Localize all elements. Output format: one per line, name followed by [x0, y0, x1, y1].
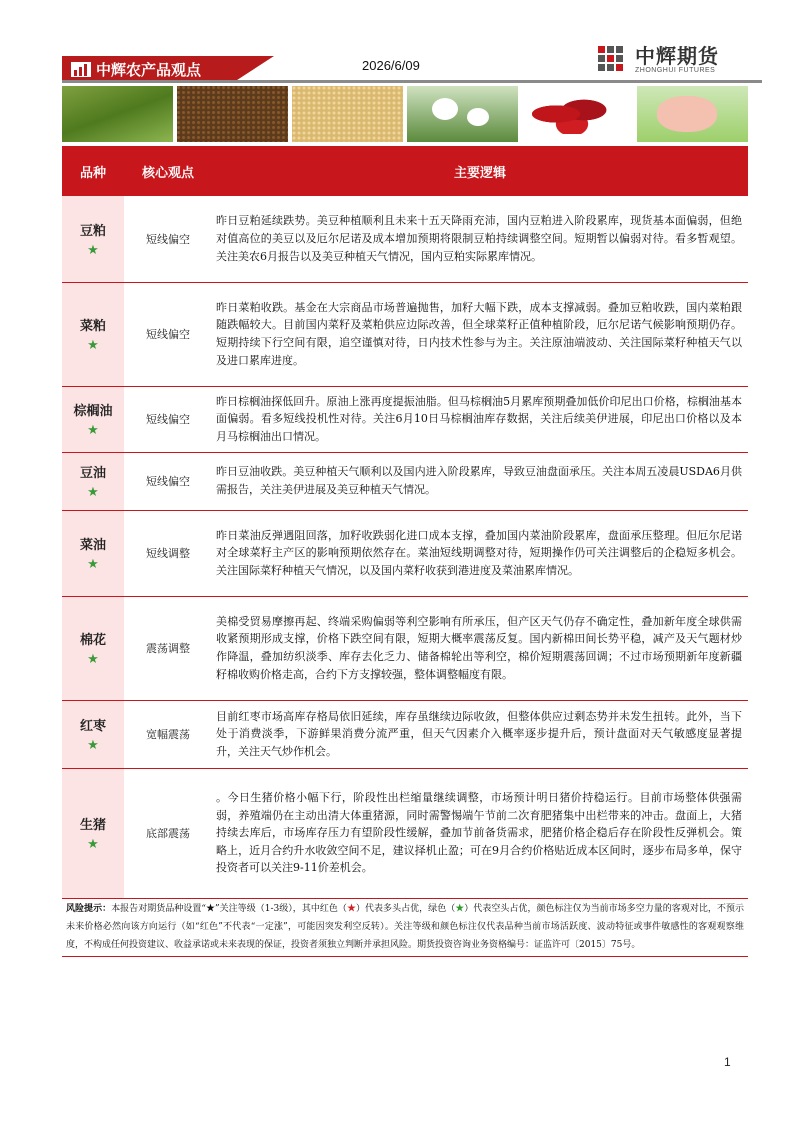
brand-tab-tail: [234, 56, 274, 82]
table-row: [62, 596, 748, 700]
company-logo-icon: [597, 44, 631, 74]
logo-chinese-name: 中辉期货: [635, 43, 719, 68]
risk-notice: [62, 898, 748, 957]
table-row: [62, 510, 748, 596]
rapeseed-image: [177, 86, 288, 142]
red-star-icon: ★: [346, 904, 356, 914]
core-view: 短线偏空: [124, 282, 212, 386]
core-view: 短线偏空: [124, 452, 212, 510]
logo-english-name: ZHONGHUI FUTURES: [635, 66, 716, 74]
risk-text-3: ）代表空头占优，颜色标注仅为当前市场多空力量的客观对比，不预示未来价格必然向该方向运行（如“红色”不代表“一定涨”，可能因突发利空反转）。关注等级和颜色标注仅代表品种当前市场活跃度、波动特征或事件敏感性的客观观察维度，不构成任何投资建议、收益承诺或未来表现的保证，投资者须独立判断并承担风险。期货投资咨询业务资格编号：证监许可〔2015〕75号。: [66, 904, 744, 950]
main-logic: 目前红枣市场高库存格局依旧延续，库存虽继续边际收敛，但整体供应过剩态势并未发生扭转。此外，当下处于消费淡季，下游鲜果消费分流严重，但天气因素介入概率逐步提升后，预计盘面对天气敏感度显著提升，关注天气炒作机会。: [212, 700, 748, 768]
red-dates-image: [522, 86, 633, 142]
main-logic: 昨日豆油收跌。美豆种植天气顺利以及国内进入阶段累库，导致豆油盘面承压。关注本周五凌晨USDA6月供需报告，关注美伊进展及美豆种植天气情况。: [212, 452, 748, 510]
header-main-logic: 主要逻辑: [212, 146, 748, 196]
table-row: [62, 700, 748, 768]
core-view: 短线偏空: [124, 196, 212, 282]
commodity-photo-banner: [62, 86, 748, 142]
green-star-icon: ★: [455, 904, 465, 914]
risk-label: 风险提示：: [66, 904, 112, 914]
green-star-icon: ★: [87, 485, 99, 500]
report-date: 2026/6/09: [362, 58, 420, 73]
variety-name: 豆粕: [79, 223, 106, 239]
green-star-icon: ★: [87, 423, 99, 438]
company-logo: [597, 44, 719, 74]
header-core-view: 核心观点: [124, 146, 212, 196]
core-view: 宽幅震荡: [124, 700, 212, 768]
main-logic: 昨日棕榈油探低回升。原油上涨再度提振油脂。但马棕榈油5月累库预期叠加低价印尼出口价格，棕榈油基本面偏弱。看多短线投机性对待。关注6月10日马棕榈油库存数据，关注后续美伊进展，印尼出口价格以及本月马棕榈油出口情况。: [212, 386, 748, 452]
variety-name: 棉花: [79, 633, 106, 648]
main-logic: 昨日菜油反弹遇阻回落，加籽收跌弱化进口成本支撑，叠加国内菜油阶段累库，盘面承压整理。但厄尔尼诺对全球菜籽主产区的影响预期依然存在。菜油短线期调整对待，短期操作仍可关注调整后的企稳短多机会。关注国际菜籽种植天气情况，以及国内菜籽收获到港进度及菜油累库情况。: [212, 510, 748, 596]
table-row: [62, 196, 748, 282]
table-row: [62, 282, 748, 386]
core-view: 短线偏空: [124, 386, 212, 452]
core-view: 底部震荡: [124, 768, 212, 898]
core-view: 短线调整: [124, 510, 212, 596]
main-logic: 昨日豆粕延续跌势。美豆种植顺利且未来十五天降雨充沛，国内豆粕进入阶段累库，现货基本面偏弱，但绝对值高位的美豆以及厄尔尼诺及成本增加预期将限制豆粕持续调整空间。短期暂以偏弱对待。看多暂观望。关注美农6月报告以及美豆种植天气情况，国内豆粕实际累库情况。: [212, 196, 748, 282]
table-row: [62, 386, 748, 452]
table-row: [62, 452, 748, 510]
brand-tab: [62, 56, 234, 82]
grain-image: [292, 86, 403, 142]
variety-name: 菜油: [79, 538, 106, 553]
variety-name: 豆油: [79, 466, 106, 481]
bar-chart-icon: [70, 60, 92, 78]
green-star-icon: ★: [87, 242, 99, 258]
variety-name: 菜粕: [79, 319, 106, 334]
variety-name: 生猪: [79, 818, 106, 833]
soybean-plant-image: [62, 86, 173, 142]
cotton-image: [407, 86, 518, 142]
table-row: [62, 768, 748, 898]
brand-title: 中辉农产品观点: [96, 60, 202, 79]
risk-text-1: 本报告对期货品种设置“★”关注等级（1-3级），其中红色（: [111, 904, 347, 914]
page-number: 1: [724, 1055, 731, 1069]
green-star-icon: ★: [87, 738, 99, 753]
variety-name: 棕榈油: [73, 404, 113, 419]
risk-text-2: ）代表多头占优，绿色（: [355, 904, 456, 914]
main-logic: 美棉受贸易摩擦再起、终端采购偏弱等利空影响有所承压，但产区天气仍存不确定性，叠加新年度全球供需收紧预期形成支撑，价格下跌空间有限，短期大概率震荡反复。国内新棉田间长势平稳，减产及天气题材炒作降温，叠加纺织淡季、库存去化乏力、储备棉轮出等利空，棉价短期震荡回调；不过市场预期新年度新疆籽棉收购价格走高，合约下方支撑较强，整体调整幅度有限。: [212, 596, 748, 700]
green-star-icon: ★: [87, 338, 99, 353]
table-header-row: [62, 146, 748, 196]
header-divider: [62, 80, 762, 83]
pig-image: [637, 86, 748, 142]
core-view: 震荡调整: [124, 596, 212, 700]
header-variety: 品种: [62, 146, 124, 196]
page-header: [62, 43, 762, 82]
main-logic: 昨日菜粕收跌。基金在大宗商品市场普遍抛售，加籽大幅下跌，成本支撑减弱。叠加豆粕收跌，国内菜粕跟随跌幅较大。目前国内菜籽及菜粕供应边际改善，但全球菜籽正值种植阶段，厄尔尼诺气候影响预期仍存。短期持续下行空间有限，追空谨慎对待，日内技术性参与为主。关注原油端波动、关注国际菜籽种植天气以及进口累库进度。: [212, 282, 748, 386]
green-star-icon: ★: [87, 557, 99, 572]
green-star-icon: ★: [87, 652, 99, 667]
variety-name: 红枣: [79, 719, 106, 734]
commodity-view-table: [62, 146, 748, 899]
main-logic: 。今日生猪价格小幅下行，阶段性出栏缩量继续调整，市场预计明日猪价持稳运行。目前市场整体供强需弱，养殖端仍在主动出清大体重猪源，同时需警惕端午节前二次育肥猪集中出栏带来的冲击。盘面上，大猪持续去库后，市场库存压力有望阶段性缓解，叠加节前备货需求，肥猪价格企稳后存在阶段性反弹机会。策略上，近月合约升水收敛空间不足，建议择机止盈；可在9月合约价格贴近成本区间时，逐步布局多单，保守投资者可以关注9-11价差机会。: [212, 768, 748, 898]
green-star-icon: ★: [87, 837, 99, 852]
